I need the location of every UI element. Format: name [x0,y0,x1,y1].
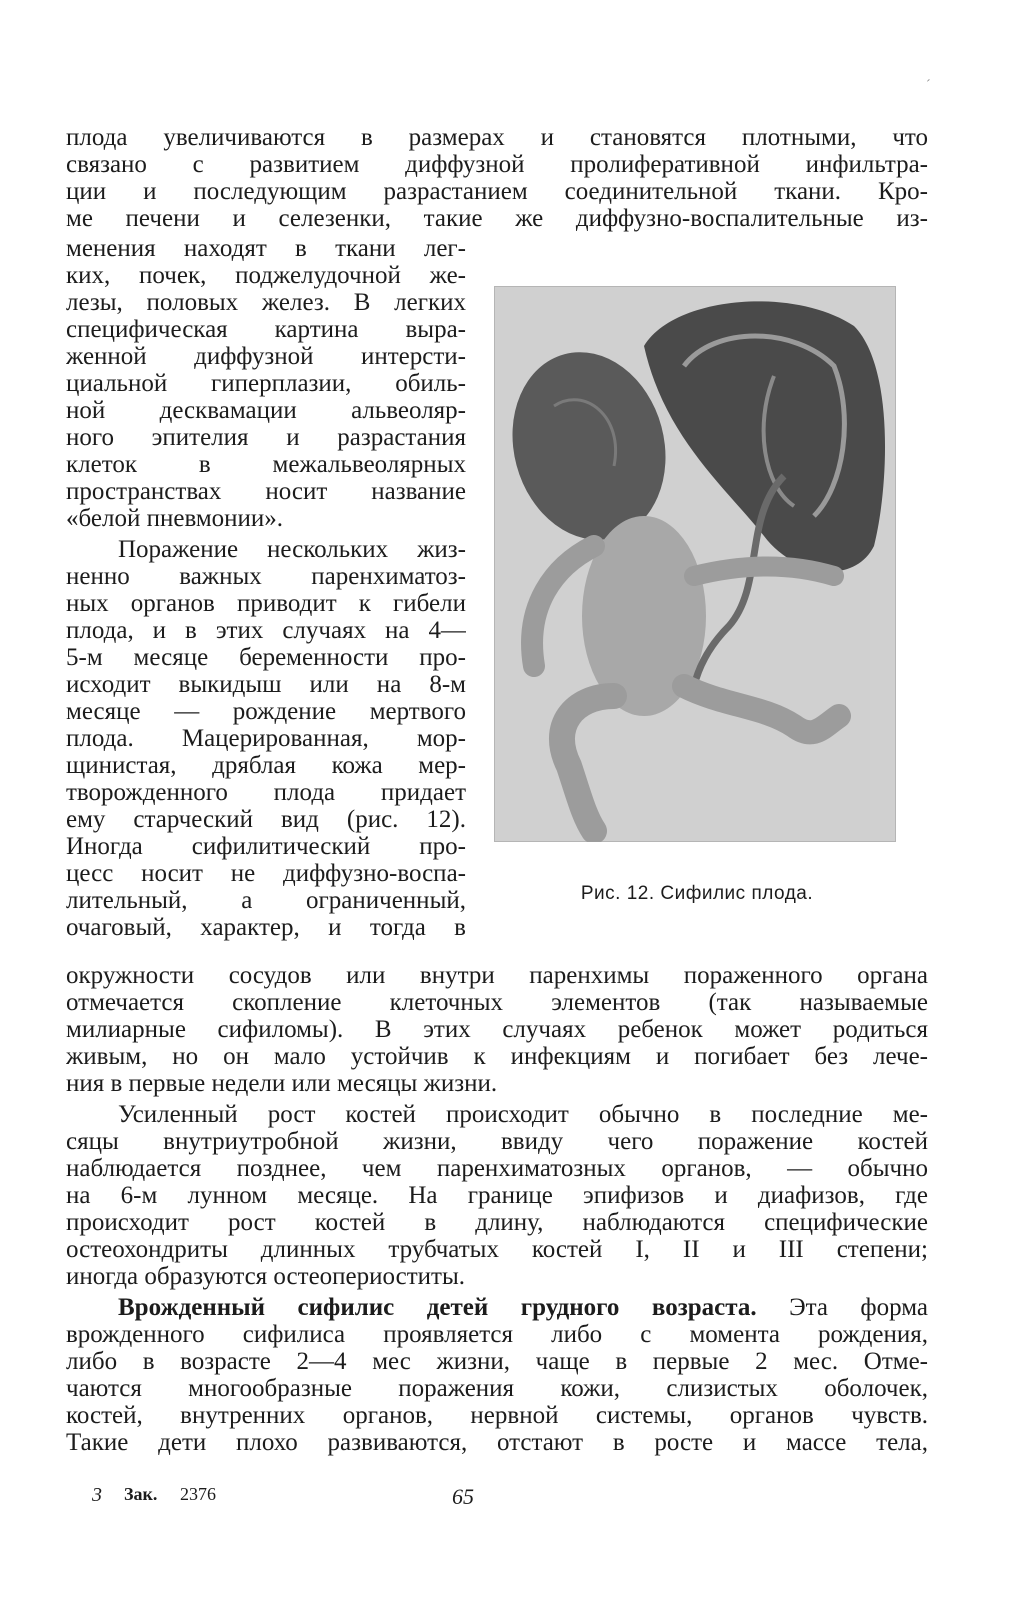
text-line: наблюдается позднее, чем паренхиматозных органов, — обычно [66,1155,928,1182]
text-line: ной десквамации альвеоляр- [66,397,466,424]
text-line: происходит рост костей в длину, наблюдаются специфические [66,1209,928,1236]
text-line: ненно важных паренхиматоз- [66,563,466,590]
text-line: плода, и в этих случаях на 4— [66,617,466,644]
text-line: милиарные сифиломы). В этих случаях ребенок может родиться [66,1016,928,1043]
text-line: ного эпителия и разрастания [66,424,466,451]
order-number: 2376 [180,1484,216,1504]
text-line: лительный, а ограниченный, [66,887,466,914]
text-line: чаются многообразные поражения кожи, слизистых оболочек, [66,1375,928,1402]
figure-caption: Рис. 12. Сифилис плода. [580,883,814,904]
text-line: ных органов приводит к гибели [66,590,466,617]
text-line: ции и последующим разрастанием соединительной ткани. Кро- [66,178,928,205]
signature-number: 3 [92,1484,102,1506]
text-line: иногда образуются остеопериоститы. [66,1263,466,1290]
text-line: живым, но он мало устойчив к инфекциям и погибает без лече- [66,1043,928,1070]
text-line: на 6-м лунном месяце. На границе эпифизов и диафизов, где [66,1182,928,1209]
text-line: пространствах носит название [66,478,466,505]
text-line: либо в возрасте 2—4 мес жизни, чаще в первые 2 мес. Отме- [66,1348,928,1375]
text-line: ния в первые недели или месяцы жизни. [66,1070,498,1097]
text-line: плода. Мацерированная, мор- [66,725,466,752]
text-line: костей, внутренних органов, нервной системы, органов чувств. [66,1402,928,1429]
text-line: ких, почек, поджелудочной же- [66,262,466,289]
text-line: творожденного плода придает [66,779,466,806]
stray-mark: ´ [926,78,931,93]
text-line: связано с развитием диффузной пролиферативной инфильтра- [66,151,928,178]
text-line: цесс носит не диффузно-воспа- [66,860,466,887]
text-line: Поражение нескольких жиз- [118,536,466,563]
text-line: плода увеличиваются в размерах и становятся плотными, что [66,124,928,151]
text-line: остеохондриты длинных трубчатых костей I, II и III степени; [66,1236,928,1263]
section-heading-tail: Эта форма [756,1294,928,1321]
text-line: ему старческий вид (рис. 12). [66,806,466,833]
text-line: менения находят в ткани лег- [66,235,466,262]
text-line: лезы, половых желез. В легких [66,289,466,316]
text-line: отмечается скопление клеточных элементов (так называемые [66,989,928,1016]
text-line: «белой пневмонии». [66,505,284,532]
text-line: 5-м месяце беременности про- [66,644,466,671]
figure-photo [494,286,896,842]
text-line: щинистая, дряблая кожа мер- [66,752,466,779]
text-line: ме печени и селезенки, такие же диффузно-воспалительные из- [66,205,928,232]
text-line: исходит выкидыш или на 8-м [66,671,466,698]
text-line: женной диффузной интерсти- [66,343,466,370]
text-line: очаговый, характер, и тогда в [66,914,466,941]
text-line: циальной гиперплазии, обиль- [66,370,466,397]
text-line: специфическая картина выра- [66,316,466,343]
signature-label: Зак. [124,1484,158,1504]
text-line: окружности сосудов или внутри паренхимы пораженного органа [66,962,928,989]
text-line: Иногда сифилитический про- [66,833,466,860]
section-heading: Врожденный сифилис детей грудного возраста. [118,1294,757,1321]
text-line: врожденного сифилиса проявляется либо с момента рождения, [66,1321,928,1348]
text-line: Такие дети плохо развиваются, отстают в росте и массе тела, [66,1429,928,1456]
section-heading-line [66,1294,928,1321]
text-line: сяцы внутриутробной жизни, ввиду чего поражение костей [66,1128,928,1155]
text-line: клеток в межальвеолярных [66,451,466,478]
text-line: Усиленный рост костей происходит обычно в последние ме- [118,1101,928,1128]
page-number: 65 [452,1484,474,1509]
text-line: месяце — рождение мертвого [66,698,466,725]
fetus-photo-illustration [494,286,896,842]
